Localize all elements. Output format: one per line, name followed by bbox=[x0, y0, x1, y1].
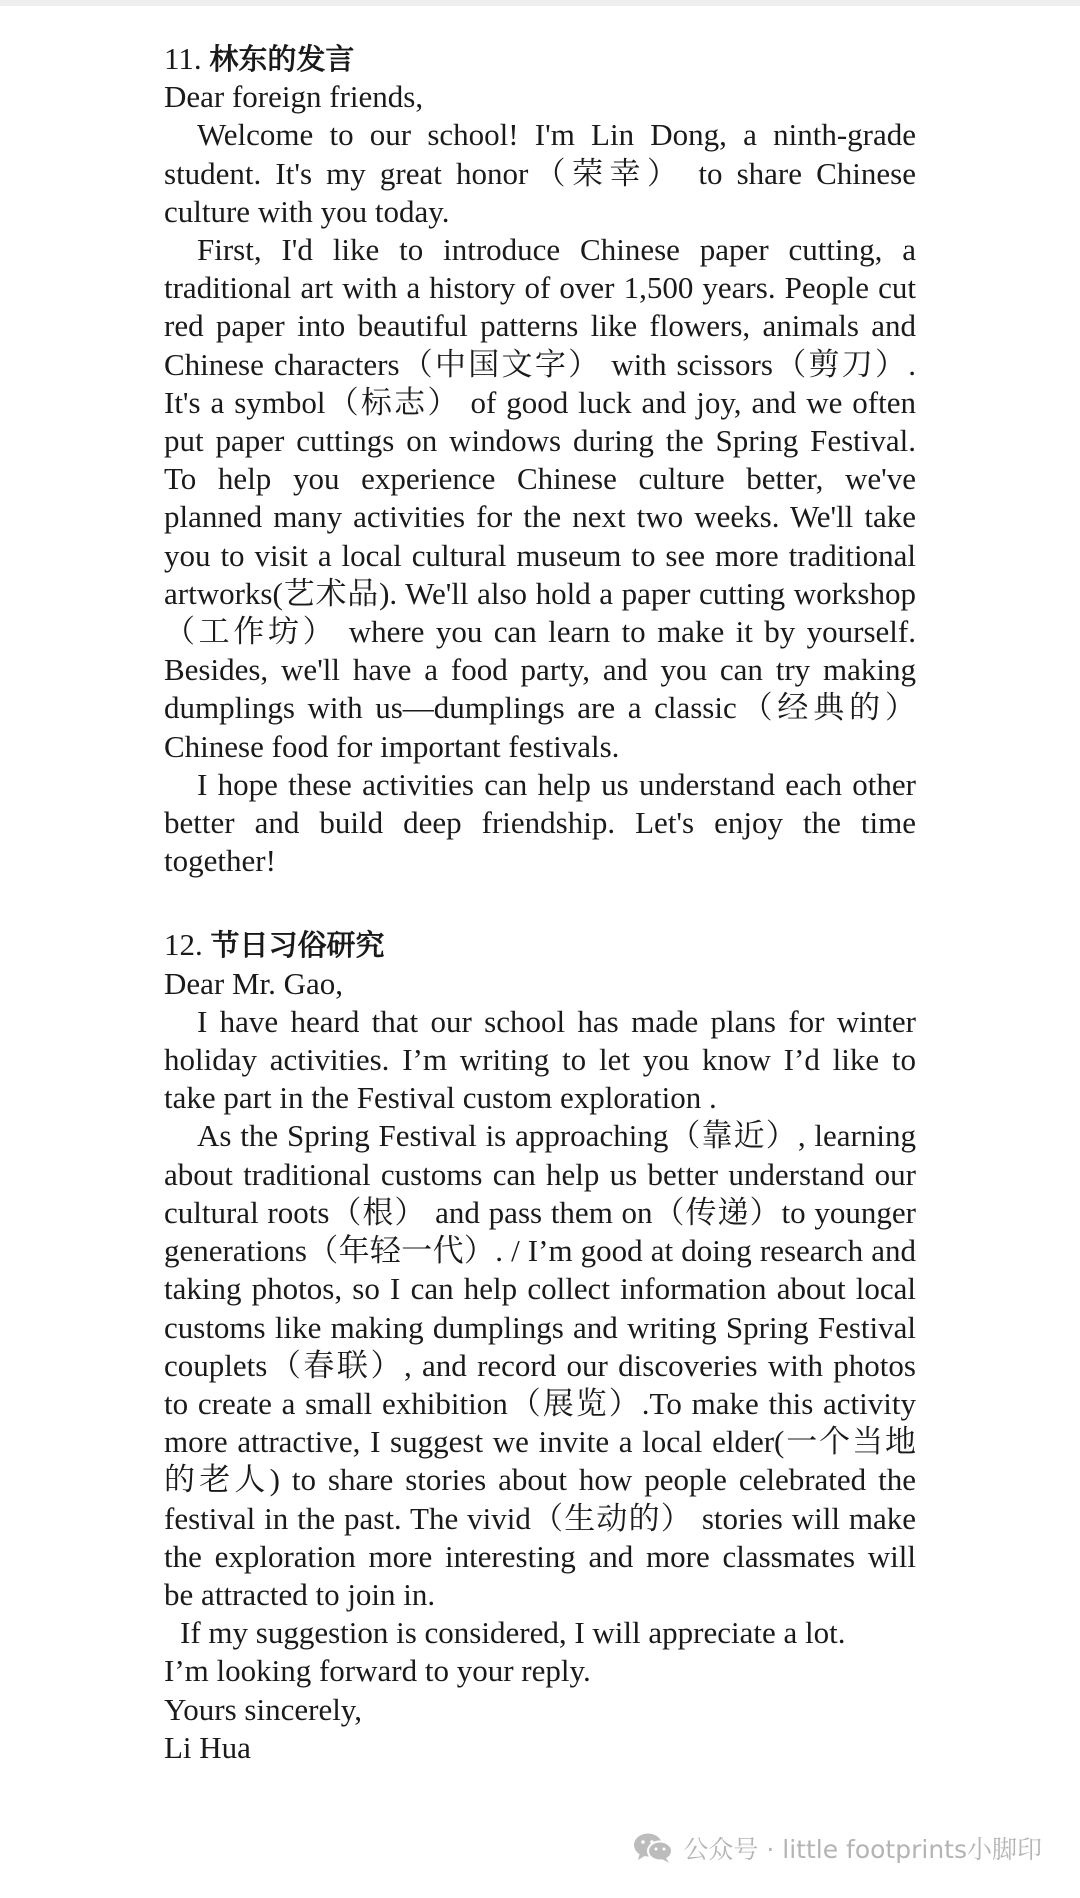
watermark bbox=[633, 1830, 1042, 1866]
wechat-icon bbox=[633, 1832, 673, 1864]
closing-signature: Li Hua bbox=[164, 1729, 251, 1765]
top-strip bbox=[0, 0, 1080, 6]
section-11-heading bbox=[164, 40, 916, 78]
closing-reply-line: I’m looking forward to your reply. bbox=[164, 1653, 591, 1689]
section-12-paragraph-1: I have heard that our school has made plans for winter holiday activities. I’m writing to let you know I’d like to take part in the Festival custom exploration . bbox=[164, 1003, 916, 1116]
closing-sign-off: Yours sincerely, bbox=[164, 1691, 363, 1727]
section-11 bbox=[164, 40, 916, 880]
document-body bbox=[164, 40, 916, 1767]
section-12-paragraph-3: If my suggestion is considered, I will appreciate a lot. bbox=[180, 1615, 846, 1651]
section-11-title: 林东的发言 bbox=[209, 42, 355, 76]
section-11-paragraph-3: I hope these activities can help us understand each other better and build deep friendship. Let's enjoy the time together! bbox=[164, 766, 916, 879]
section-12-paragraph-2: As the Spring Festival is approaching（靠近）, learning about traditional customs can help us better understand our cultural roots（根） and pass them on（传递）to younger generations（年轻一代）. / I’m good at doing research and taking photos, so I can help collect information about local customs like making dumplings and writing Spring Festival couplets（春联）, and record our discoveries with photos to create a small exhibition（展览）.To make this activity more attractive, I suggest we invite a local elder(一个当地的老人) to share stories about how people celebrated the festival in the past. The vivid（生动的） stories will make the exploration more interesting and more classmates will be attracted to join in. bbox=[164, 1118, 916, 1612]
section-12-salutation: Dear Mr. Gao, bbox=[164, 965, 344, 1001]
section-12-title: 节日习俗研究 bbox=[210, 928, 385, 963]
section-11-paragraph-2: First, I'd like to introduce Chinese paper cutting, a traditional art with a history of over 1,500 years. People cut red paper into beautiful patterns like flowers, animals and Chinese characters（中国文字） with scissors（剪刀）. It's a symbol（标志） of good luck and joy, and we often put paper cuttings on windows during the Spring Festival. To help you experience Chinese culture better, we've planned many activities for the next two weeks. We'll take you to visit a local cultural museum to see more traditional artworks(艺术品). We'll also hold a paper cutting workshop（工作坊） where you can learn to make it by yourself. Besides, we'll have a food party, and you can try making dumplings with us—dumplings are a classic（经典的） Chinese food for important festivals. bbox=[164, 232, 916, 764]
section-spacer bbox=[164, 880, 916, 926]
section-12-heading bbox=[164, 926, 916, 964]
watermark-text: 公众号 · little footprints小脚印 bbox=[683, 1835, 1042, 1864]
section-11-salutation: Dear foreign friends, bbox=[164, 79, 424, 115]
section-12-number: 12. bbox=[164, 927, 211, 963]
section-12 bbox=[164, 926, 916, 1766]
section-11-number: 11. bbox=[164, 41, 210, 76]
section-11-paragraph-1: Welcome to our school! I'm Lin Dong, a ninth-grade student. It's my great honor（荣幸） to share Chinese culture with you today. bbox=[164, 117, 916, 229]
